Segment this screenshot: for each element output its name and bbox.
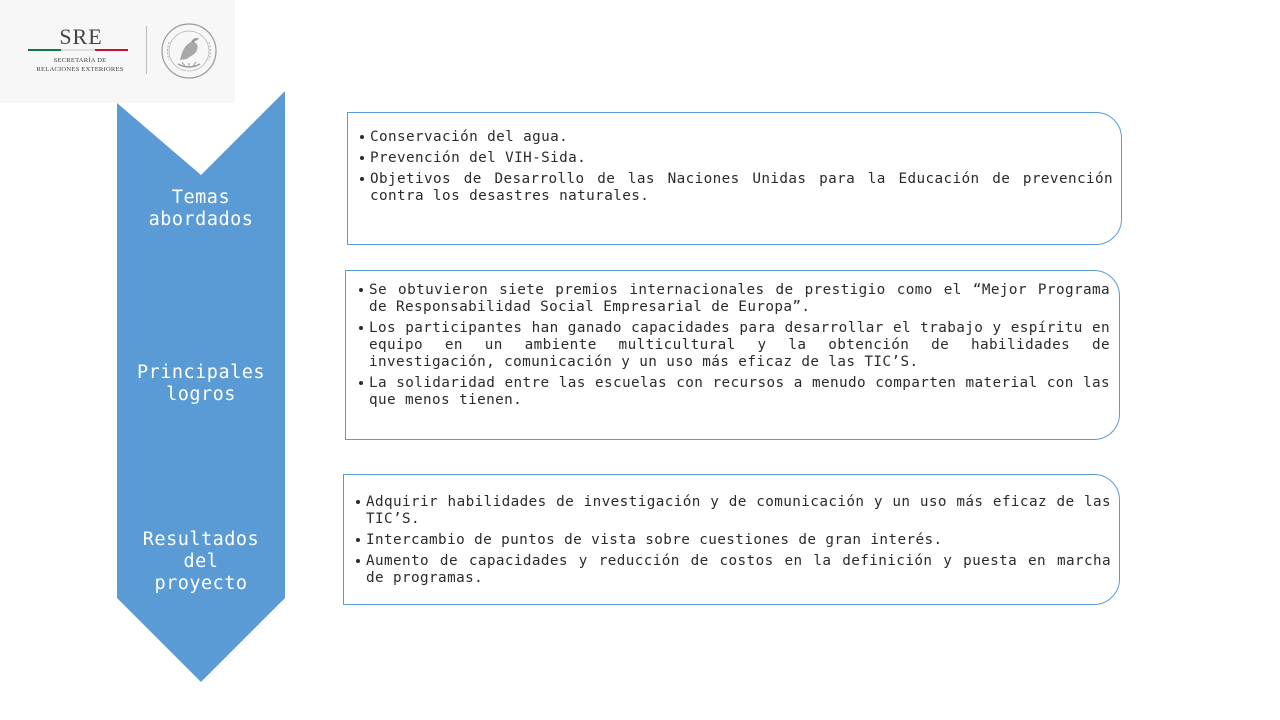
chevron-label-line: abordados — [148, 209, 254, 230]
content-box-resultados — [343, 474, 1120, 605]
list-item: Aumento de capacidades y reducción de costos en la definición y puesta en marcha de programas. — [354, 553, 1111, 587]
sre-name-line-2: RELACIONES EXTERIORES — [36, 66, 124, 73]
list-item: Objetivos de Desarrollo de las Naciones Unidas para la Educación de prevención contra los desastres naturales. — [358, 171, 1113, 205]
bullet-list — [358, 129, 1113, 205]
sre-acronym: SRE — [59, 24, 103, 49]
chevron-label-line: Resultados — [142, 529, 260, 550]
list-item: Conservación del agua. — [358, 129, 1113, 146]
chevron-label-resultados — [118, 529, 284, 595]
chevron-label-logros — [118, 362, 284, 406]
chevron-label-line: logros — [166, 384, 236, 405]
bullet-list — [357, 282, 1110, 409]
chevron-label-line: proyecto — [154, 573, 248, 594]
sre-name-line-1: SECRETARÍA DE — [53, 57, 107, 64]
chevron-flow — [0, 0, 300, 720]
list-item: Intercambio de puntos de vista sobre cuestiones de gran interés. — [354, 532, 1111, 549]
list-item: Prevención del VIH-Sida. — [358, 150, 1113, 167]
list-item: Se obtuvieron siete premios internacionales de prestigio como el “Mejor Programa de Responsabilidad Social Empresarial de Europa”. — [357, 282, 1110, 316]
chevron-label-line: del — [183, 551, 219, 572]
chevron-label-temas — [118, 187, 284, 231]
content-box-temas — [347, 112, 1122, 245]
content-box-logros — [345, 270, 1120, 440]
chevron-label-line: Principales — [136, 362, 266, 383]
bullet-list — [354, 494, 1111, 587]
chevron-label-line: Temas — [171, 187, 231, 208]
list-item: Los participantes han ganado capacidades para desarrollar el trabajo y espíritu en equipo en un ambiente multicultural y la obtención de habilidades de investigación, comunicación y un uso más eficaz de las TIC’S. — [357, 320, 1110, 371]
list-item: Adquirir habilidades de investigación y de comunicación y un uso más eficaz de las TIC’S. — [354, 494, 1111, 528]
list-item: La solidaridad entre las escuelas con recursos a menudo comparten material con las que menos tienen. — [357, 375, 1110, 409]
